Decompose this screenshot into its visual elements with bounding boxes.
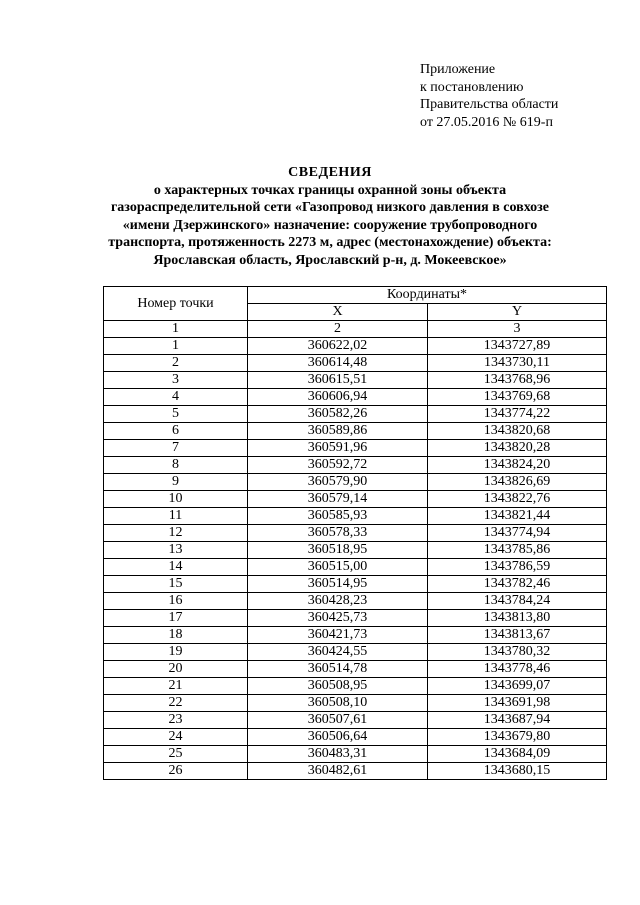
cell-y: 1343820,28 (428, 440, 607, 457)
cell-x: 360614,48 (248, 355, 428, 372)
table-column-numbers-row (104, 321, 607, 338)
cell-y: 1343679,80 (428, 729, 607, 746)
cell-x: 360507,61 (248, 712, 428, 729)
cell-y: 1343822,76 (428, 491, 607, 508)
cell-point-number: 1 (104, 338, 248, 355)
heading-line: транспорта, протяженность 2273 м, адрес (местонахождение) объекта: (108, 235, 552, 251)
cell-y: 1343774,22 (428, 406, 607, 423)
appendix-block (420, 61, 558, 131)
appendix-line: Приложение (420, 62, 496, 77)
cell-point-number: 13 (104, 542, 248, 559)
table-row (104, 729, 607, 746)
cell-x: 360425,73 (248, 610, 428, 627)
table-row (104, 678, 607, 695)
cell-x: 360518,95 (248, 542, 428, 559)
cell-x: 360622,02 (248, 338, 428, 355)
table-row (104, 525, 607, 542)
cell-point-number: 12 (104, 525, 248, 542)
cell-y: 1343687,94 (428, 712, 607, 729)
cell-x: 360514,78 (248, 661, 428, 678)
cell-x: 360591,96 (248, 440, 428, 457)
cell-y: 1343684,09 (428, 746, 607, 763)
table-header-row (104, 287, 607, 304)
cell-y: 1343820,68 (428, 423, 607, 440)
cell-x: 360482,61 (248, 763, 428, 780)
table-row (104, 542, 607, 559)
cell-point-number: 2 (104, 355, 248, 372)
cell-y: 1343786,59 (428, 559, 607, 576)
cell-point-number: 5 (104, 406, 248, 423)
document-heading (100, 164, 560, 270)
table-row (104, 508, 607, 525)
cell-y: 1343821,44 (428, 508, 607, 525)
table-row (104, 474, 607, 491)
cell-y: 1343826,69 (428, 474, 607, 491)
column-number: 3 (428, 321, 607, 338)
table-row (104, 763, 607, 780)
cell-x: 360421,73 (248, 627, 428, 644)
table-row (104, 712, 607, 729)
cell-x: 360585,93 (248, 508, 428, 525)
heading-line: «имени Дзержинского» назначение: сооружение трубопроводного (122, 217, 538, 233)
table-row (104, 593, 607, 610)
appendix-line: к постановлению (420, 79, 524, 95)
cell-x: 360589,86 (248, 423, 428, 440)
cell-point-number: 7 (104, 440, 248, 457)
cell-point-number: 15 (104, 576, 248, 593)
cell-point-number: 11 (104, 508, 248, 525)
cell-x: 360515,00 (248, 559, 428, 576)
cell-point-number: 22 (104, 695, 248, 712)
heading-line: о характерных точках границы охранной зоны объекта (153, 182, 507, 198)
cell-y: 1343824,20 (428, 457, 607, 474)
cell-x: 360506,64 (248, 729, 428, 746)
cell-y: 1343769,68 (428, 389, 607, 406)
cell-x: 360615,51 (248, 372, 428, 389)
cell-x: 360592,72 (248, 457, 428, 474)
cell-point-number: 16 (104, 593, 248, 610)
cell-point-number: 4 (104, 389, 248, 406)
cell-x: 360483,31 (248, 746, 428, 763)
cell-y: 1343782,46 (428, 576, 607, 593)
cell-point-number: 26 (104, 763, 248, 780)
table-row (104, 406, 607, 423)
cell-x: 360578,33 (248, 525, 428, 542)
table-row (104, 644, 607, 661)
cell-y: 1343730,11 (428, 355, 607, 372)
cell-y: 1343778,46 (428, 661, 607, 678)
table-row (104, 610, 607, 627)
cell-y: 1343780,32 (428, 644, 607, 661)
table-row (104, 338, 607, 355)
cell-y: 1343774,94 (428, 525, 607, 542)
table-row (104, 695, 607, 712)
cell-x: 360606,94 (248, 389, 428, 406)
document-title: СВЕДЕНИЯ (288, 165, 372, 180)
cell-y: 1343699,07 (428, 678, 607, 695)
cell-y: 1343680,15 (428, 763, 607, 780)
table-row (104, 355, 607, 372)
column-number: 1 (104, 321, 248, 338)
cell-x: 360428,23 (248, 593, 428, 610)
table-row (104, 423, 607, 440)
cell-point-number: 23 (104, 712, 248, 729)
cell-point-number: 20 (104, 661, 248, 678)
header-y: Y (428, 304, 607, 321)
cell-x: 360514,95 (248, 576, 428, 593)
cell-x: 360579,14 (248, 491, 428, 508)
cell-x: 360582,26 (248, 406, 428, 423)
table-row (104, 372, 607, 389)
header-coordinates: Координаты* (248, 287, 607, 304)
cell-y: 1343691,98 (428, 695, 607, 712)
cell-y: 1343813,67 (428, 627, 607, 644)
table-row (104, 457, 607, 474)
table-row (104, 746, 607, 763)
table-row (104, 491, 607, 508)
table-row (104, 389, 607, 406)
table-row (104, 559, 607, 576)
table-row (104, 576, 607, 593)
table-row (104, 661, 607, 678)
header-point-number: Номер точки (104, 287, 248, 321)
appendix-line: от 27.05.2016 № 619-п (420, 114, 553, 130)
coordinates-table (103, 286, 607, 780)
cell-x: 360579,90 (248, 474, 428, 491)
cell-point-number: 6 (104, 423, 248, 440)
cell-point-number: 17 (104, 610, 248, 627)
cell-point-number: 3 (104, 372, 248, 389)
cell-x: 360424,55 (248, 644, 428, 661)
cell-x: 360508,95 (248, 678, 428, 695)
cell-point-number: 19 (104, 644, 248, 661)
cell-point-number: 25 (104, 746, 248, 763)
heading-line: Ярославская область, Ярославский р-н, д. Мокеевское» (153, 252, 507, 268)
cell-x: 360508,10 (248, 695, 428, 712)
appendix-line: Правительства области (420, 97, 559, 112)
cell-y: 1343813,80 (428, 610, 607, 627)
cell-y: 1343768,96 (428, 372, 607, 389)
table-row (104, 627, 607, 644)
cell-point-number: 14 (104, 559, 248, 576)
cell-point-number: 10 (104, 491, 248, 508)
heading-line: газораспределительной сети «Газопровод низкого давления в совхозе (110, 200, 550, 216)
table-row (104, 440, 607, 457)
cell-y: 1343727,89 (428, 338, 607, 355)
cell-point-number: 21 (104, 678, 248, 695)
cell-point-number: 9 (104, 474, 248, 491)
cell-point-number: 18 (104, 627, 248, 644)
cell-point-number: 8 (104, 457, 248, 474)
header-x: X (248, 304, 428, 321)
cell-y: 1343784,24 (428, 593, 607, 610)
cell-y: 1343785,86 (428, 542, 607, 559)
column-number: 2 (248, 321, 428, 338)
cell-point-number: 24 (104, 729, 248, 746)
